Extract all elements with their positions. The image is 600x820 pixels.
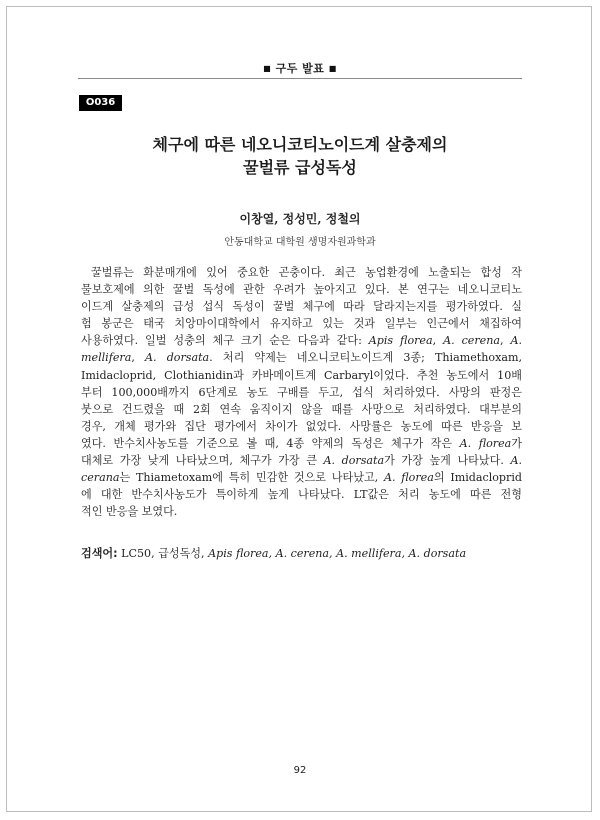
abstract-line: 사용하였다. 일벌 성충의 체구 크기 순은 다음과 같다: Apis florea, A. cerena, A. — [81, 334, 522, 348]
keywords-label: 검색어: — [81, 547, 118, 560]
authors: 이창열, 정성민, 정철의 — [239, 212, 361, 226]
abstract-line: 붓으로 건드렸을 때 2회 연속 움직이지 않을 때를 사망으로 처리하였다. 대부분의 — [81, 402, 522, 416]
abstract-line: 적인 반응을 보였다. — [81, 505, 178, 519]
abstract-line: Imidacloprid, Clothianidin과 카바메이트계 Carbaryl이었다. 추천 농도에서 10배 — [81, 368, 522, 382]
keywords — [81, 545, 522, 562]
header-rule — [78, 78, 522, 79]
abstract-line: 부터 100,000배까지 6단계로 농도 구배를 두고, 섭식 처리하였다. 사망의 판정은 — [81, 385, 522, 399]
title-line-2: 꿀벌류 급성독성 — [243, 158, 357, 177]
section-label — [0, 60, 600, 76]
keywords-species: Apis florea, A. cerena, A. mellifera, A. dorsata — [208, 547, 467, 560]
abstract-line: 대체로 가장 낮게 나타났으며, 체구가 가장 큰 A. dorsata가 가장 높게 나타났다. A. — [81, 454, 522, 468]
abstract-line: 에 대한 반수치사농도가 특이하게 높게 나타났다. LT값은 처리 농도에 따른 전형 — [81, 488, 522, 502]
abstract-line: 꿀벌류는 화분매개에 있어 중요한 곤충이다. 최근 농업환경에 노출되는 합성 작 — [91, 266, 522, 279]
abstract-line: 였다. 반수치사농도를 기준으로 볼 때, 4종 약제의 독성은 체구가 작은 A. florea가 — [81, 436, 522, 450]
abstract-code-badge: O036 — [79, 95, 122, 111]
abstract-line: 험 봉군은 태국 치앙마이대학에서 유지하고 있는 것과 일부는 인근에서 채집하여 — [81, 317, 522, 331]
affiliation: 안동대학교 대학원 생명자원과학과 — [224, 237, 376, 248]
section-name: 구두 발표 — [275, 62, 325, 75]
keywords-plain: LC50, 급성독성, — [121, 547, 205, 560]
abstract-line: cerana는 Thiametoxam에 특히 민감한 것으로 나타났고, A. florea의 Imidacloprid — [81, 471, 522, 485]
abstract-line: 이드계 살충제의 급성 섭식 독성이 꿀벌 체구에 따라 달라지는지를 평가하였다. 실 — [81, 300, 522, 314]
bullet-right-icon: ■ — [328, 64, 337, 73]
bullet-left-icon: ■ — [263, 64, 272, 73]
abstract-line: 경우, 개체 평가와 집단 평가에서 차이가 없었다. 사망률은 농도에 따른 반응을 보 — [81, 419, 522, 433]
abstract-line: 물보호제에 의한 꿀벌 독성에 관한 우려가 높아지고 있다. 본 연구는 네오니코티노 — [81, 283, 522, 297]
paper-title — [0, 133, 600, 179]
page-number: 92 — [293, 765, 307, 776]
abstract-line: mellifera, A. dorsata. 처리 약제는 네오니코티노이드계 3종; Thiamethoxam, — [81, 351, 522, 365]
abstract-body — [81, 264, 522, 520]
title-line-1: 체구에 따른 네오니코티노이드계 살충제의 — [152, 135, 448, 154]
